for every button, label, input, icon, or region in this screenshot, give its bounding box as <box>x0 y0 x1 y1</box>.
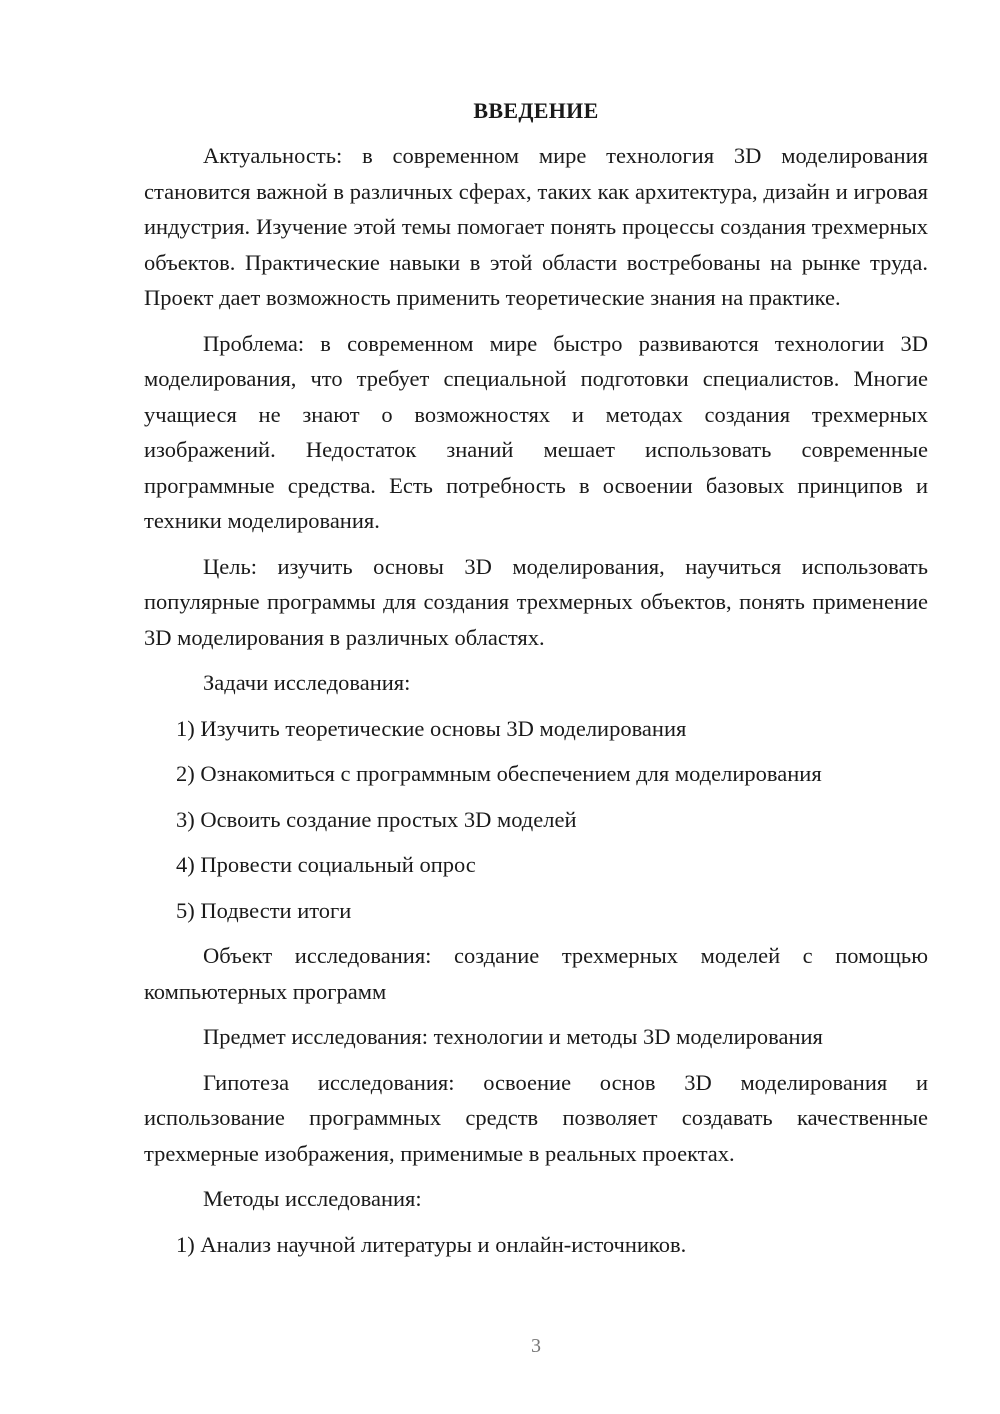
hypothesis-paragraph: Гипотеза исследования: освоение основ 3D моделирования и использование программных средств позволяет создавать качественные трехмерные изображения, применимые в реальных проектах. <box>144 1069 928 1166</box>
section-title: ВВЕДЕНИЕ <box>473 98 599 123</box>
task-item-5: 5) Подвести итоги <box>176 897 352 923</box>
task-item-3: 3) Освоить создание простых 3D моделей <box>176 806 577 832</box>
document-page <box>144 96 928 1272</box>
task-item-1: 1) Изучить теоретические основы 3D моделирования <box>176 715 687 741</box>
object-paragraph: Объект исследования: создание трехмерных моделей с помощью компьютерных программ <box>144 943 928 1004</box>
task-item-4: 4) Провести социальный опрос <box>176 852 476 877</box>
relevance-paragraph: Актуальность: в современном мире технология 3D моделирования становится важной в различных сферах, таких как архитектура, дизайн и игровая индустрия. Изучение этой темы помогает понять процессы создания трехмерных объектов. Практические навыки в этой области востребованы на рынке труда. Проект дает возможность применить теоретические знания на практике. <box>144 143 928 310</box>
task-item-2: 2) Ознакомиться с программным обеспечением для моделирования <box>176 761 822 786</box>
tasks-heading: Задачи исследования: <box>203 670 411 695</box>
goal-paragraph: Цель: изучить основы 3D моделирования, научиться использовать популярные программы для создания трехмерных объектов, понять применение 3D моделирования в различных областях. <box>144 553 928 650</box>
page-number: 3 <box>531 1335 541 1357</box>
method-item-1: 1) Анализ научной литературы и онлайн-источников. <box>176 1231 687 1257</box>
subject-paragraph: Предмет исследования: технологии и методы 3D моделирования <box>203 1024 823 1049</box>
problem-paragraph: Проблема: в современном мире быстро развиваются технологии 3D моделирования, что требует специальной подготовки специалистов. Многие учащиеся не знают о возможностях и методах создания трехмерных изображений. Недостаток знаний мешает использовать современные программные средства. Есть потребность в освоении базовых принципов и техники моделирования. <box>144 330 928 533</box>
methods-heading: Методы исследования: <box>203 1186 422 1211</box>
